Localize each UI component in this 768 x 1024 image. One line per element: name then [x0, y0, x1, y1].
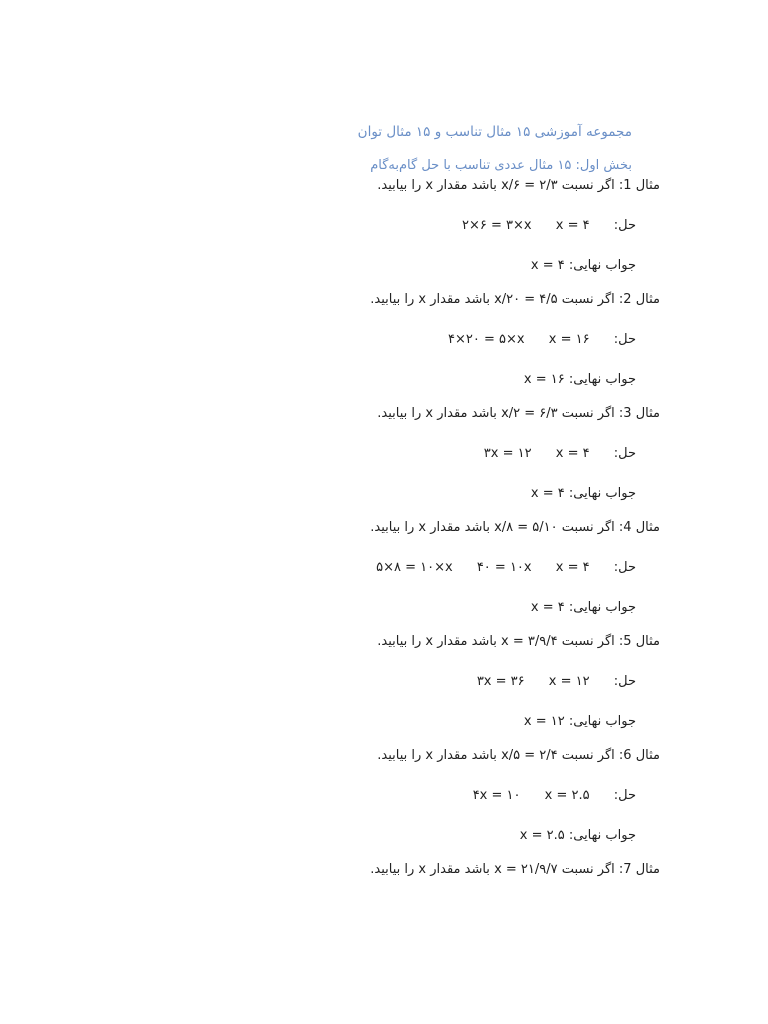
example-answer: جواب نهایی: x = ۱۶	[523, 372, 636, 387]
example-question: مثال 4: اگر نسبت x/۸ = ۵/۱۰ باشد مقدار x را بیابید.	[370, 520, 660, 535]
solution-step: x = ۴	[555, 560, 590, 575]
example-5	[340, 632, 660, 732]
solution-step: x = ۴	[555, 218, 590, 233]
example-6	[340, 746, 660, 846]
solution-step: ۳x = ۳۶	[476, 674, 525, 689]
example-question: مثال 5: اگر نسبت ۴/x = ۳/۹ باشد مقدار x را بیابید.	[377, 634, 660, 649]
document-title: مجموعه آموزشی ۱۵ مثال تناسب و ۱۵ مثال توان	[357, 124, 632, 140]
solution-step: ۴×۲۰ = ۵×x	[448, 332, 525, 347]
solution-label: حل:	[613, 218, 636, 233]
example-solution	[340, 330, 660, 350]
solution-label: حل:	[613, 560, 636, 575]
example-question: مثال 1: اگر نسبت x/۶ = ۲/۳ باشد مقدار x را بیابید.	[377, 178, 660, 193]
example-question: مثال 3: اگر نسبت x/۲ = ۶/۳ باشد مقدار x را بیابید.	[377, 406, 660, 421]
example-solution	[340, 216, 660, 236]
example-solution	[340, 558, 660, 578]
solution-step: x = ۴	[555, 446, 590, 461]
example-3	[340, 404, 660, 504]
solution-step: ۲×۶ = ۳×x	[462, 218, 532, 233]
solution-label: حل:	[613, 788, 636, 803]
document-body	[340, 118, 660, 884]
example-answer: جواب نهایی: x = ۴	[530, 486, 636, 501]
solution-step: ۴x = ۱۰	[472, 788, 521, 803]
example-answer: جواب نهایی: x = ۲.۵	[519, 828, 636, 843]
example-solution	[340, 444, 660, 464]
example-answer: جواب نهایی: x = ۴	[530, 258, 636, 273]
example-question: مثال 7: اگر نسبت ۷/x = ۲۱/۹ باشد مقدار x را بیابید.	[370, 862, 660, 877]
example-question: مثال 2: اگر نسبت x/۲۰ = ۴/۵ باشد مقدار x را بیابید.	[370, 292, 660, 307]
example-4	[340, 518, 660, 618]
solution-label: حل:	[613, 674, 636, 689]
example-solution	[340, 786, 660, 806]
example-2	[340, 290, 660, 390]
example-answer: جواب نهایی: x = ۴	[530, 600, 636, 615]
solution-step: ۵×۸ = ۱۰×x	[376, 560, 453, 575]
solution-label: حل:	[613, 332, 636, 347]
example-solution	[340, 672, 660, 692]
section-heading: بخش اول: ۱۵ مثال عددی تناسب با حل گام‌به‌گام	[370, 158, 632, 173]
solution-step: x = ۲.۵	[544, 788, 590, 803]
solution-step: x = ۱۶	[548, 332, 590, 347]
solution-label: حل:	[613, 446, 636, 461]
example-1	[340, 176, 660, 276]
example-question: مثال 6: اگر نسبت x/۵ = ۲/۴ باشد مقدار x را بیابید.	[377, 748, 660, 763]
solution-step: x = ۱۲	[548, 674, 590, 689]
example-answer: جواب نهایی: x = ۱۲	[523, 714, 636, 729]
example-7	[340, 860, 660, 884]
solution-step: ۴۰ = ۱۰x	[476, 560, 532, 575]
solution-step: ۳x = ۱۲	[483, 446, 532, 461]
